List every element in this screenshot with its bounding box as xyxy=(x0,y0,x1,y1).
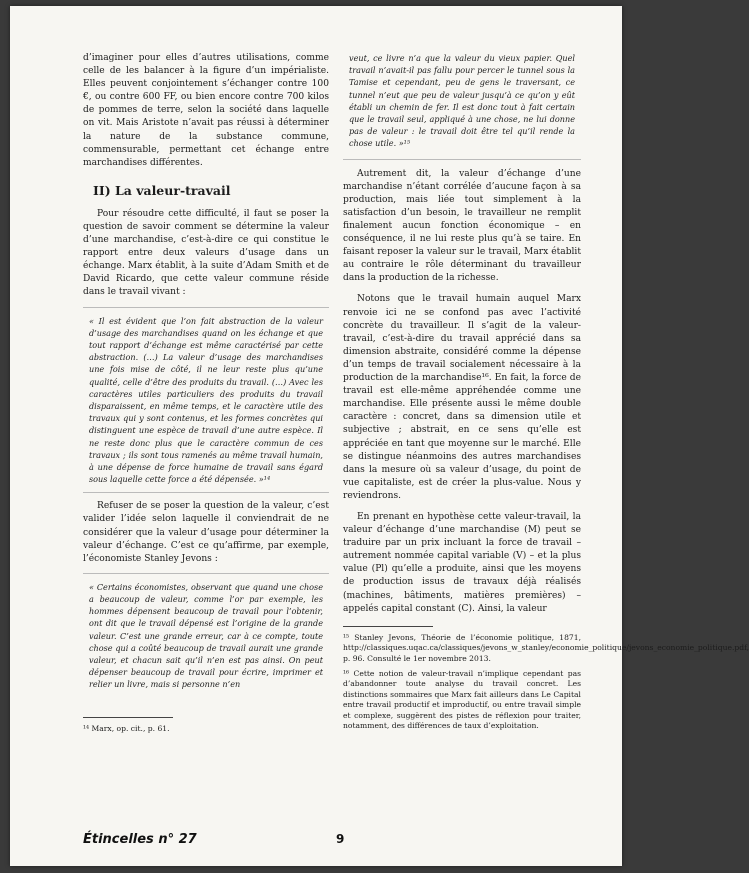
footnote-15: ¹⁵ Stanley Jevons, Théorie de l’économie politique, 1871, http://classiques.uqac.ca/classiques/jevons_w_stanley/economie_politique/jevons_economie_politique.pdf, p. 96. Consulté le 1er novembre 2013. xyxy=(343,632,749,663)
page xyxy=(10,6,749,866)
paragraph-autrement: Autrement dit, la valeur d’échange d’une marchandise n’étant corrélée d’aucune façon à sa production, mais liée tout simplement à la satisfaction d’un besoin, le travailleur ne remplit finalement aucun fonction économique – en conséquence, il ne lui reste plus qu’à se taire. En faisant reposer la valeur sur le travail, Marx établit au contraire le rôle déterminant du travailleur dans la production de la richesse. xyxy=(343,168,581,284)
marx-quote xyxy=(83,315,329,486)
quote-rule-top xyxy=(83,573,329,574)
jevons-quote-text: « Certains économistes, observant que quand une chose a beaucoup de valeur, comme l’or par exemple, les hommes dépensent beaucoup de travail pour l’obtenir, ont dit que le travail dépensé est l’origine de la grande valeur. C’est une grande erreur, car à ce compte, toute chose qui a coûté beaucoup de travail aurait une grande valeur, et chacun sait qu’il n’en est pas ainsi. On peut dépenser beaucoup de travail pour écrire, imprimer et relier un livre, mais si personne n’en xyxy=(89,581,323,690)
quote-rule-bottom xyxy=(343,159,581,160)
journal-title: Étincelles n° 27 xyxy=(83,832,197,847)
left-column xyxy=(83,52,329,734)
paragraph-refuser: Refuser de se poser la question de la valeur, c’est valider l’idée selon laquelle il conviendrait de ne considérer que la valeur d’usage pour déterminer la valeur d’échange. C’est ce qu’affirme, par exemple, l’économiste Stanley Jevons : xyxy=(83,501,329,564)
paragraph-intro: d’imaginer pour elles d’autres utilisations, comme celle de les balancer à la figure d’un impérialiste. Elles peuvent conjointement s’échanger contre 100 €, ou contre 600 FF, ou bien encore contre 700 kilos de pommes de terre, selon la société dans laquelle on vit. Mais Aristote n’avait pas réussi à déterminer la nature de la substance commune, commensurable, permettant cet échange entre marchandises différentes. xyxy=(83,53,329,168)
right-column xyxy=(343,52,749,732)
section-heading: II) La valeur-travail xyxy=(93,182,231,198)
paragraph-question: Pour résoudre cette difficulté, il faut se poser la question de savoir comment se détermine la valeur d’une marchandise, c’est-à-dire ce qui constitue le rapport entre deux valeurs d’usage dans un échange. Marx établit, à la suite d’Adam Smith et de David Ricardo, que cette valeur commune réside dans le travail vivant : xyxy=(83,208,329,298)
paragraph-notons: Notons que le travail humain auquel Marx renvoie ici ne se confond pas avec l’activité concrète du travailleur. Il s’agit de la valeur-travail, c’est-à-dire du travail apprécié dans sa dimension abstraite, considéré comme la dépense d’un temps de travail socialement nécessaire à la production de la marchandise¹⁶. En fait, la force de travail est elle-même appréhendée comme une marchandise. Elle présente aussi le même double caractère : concret, dans sa dimension utile et subjective ; abstrait, en ce sens qu’elle est appréciée en tant que moyenne sur le marché. Elle se distingue néanmoins des autres marchandises dans la mesure où sa valeur d’usage, du point de vue capitaliste, est de créer la plus-value. Nous y reviendrons. xyxy=(343,294,581,501)
jevons-quote xyxy=(83,581,329,691)
footnote-rule xyxy=(343,626,433,627)
footnote-rule xyxy=(83,717,173,718)
page-number: 9 xyxy=(336,832,345,846)
marx-quote-text: « Il est évident que l’on fait abstraction de la valeur d’usage des marchandises quand on les échange et que tout rapport d’échange est même caractérisé par cette abstraction. (…) La valeur d’usage des marchandises une fois mise de côté, il ne leur reste plus qu’une qualité, celle d’être des produits du travail. (…) Avec les caractères utiles particuliers des produits du travail disparaissent, en même temps, et le caractère utile des travaux qui y sont contenus, et les formes concrètes qui distinguent une espèce de travail d’une autre espèce. Il ne reste donc plus que le caractère commun de ces travaux ; ils sont tous ramenés au même travail humain, à une dépense de force humaine de travail sans égard sous laquelle cette force a été dépensée. »¹⁴ xyxy=(89,315,323,485)
jevons-quote-continued xyxy=(343,52,581,150)
footnote-14: ¹⁴ Marx, op. cit., p. 61. xyxy=(83,723,170,733)
quote-rule-bottom xyxy=(83,492,329,493)
paragraph-hypothese: En prenant en hypothèse cette valeur-travail, la valeur d’échange d’une marchandise (M) peut se traduire par un prix incluant la force de travail – autrement nommée capital variable (V) – et la plus value (Pl) qu’elle a produite, ainsi que les moyens de production issus de travaux déjà réalisés (machines, bâtiments, matières premières) – appelés capital constant (C). Ainsi, la valeur xyxy=(343,511,581,614)
quote-rule-top xyxy=(83,307,329,308)
jevons-quote-continued-text: veut, ce livre n’a que la valeur du vieux papier. Quel travail n’avait-il pas fallu pour percer le tunnel sous la Tamise et cependant, peu de gens le traversant, ce tunnel n’eut que peu de valeur jusqu’à ce qu’on y eût établi un chemin de fer. Il est donc tout à fait certain que le travail seul, appliqué à une chose, ne lui donne pas de valeur : le travail doit être tel qu’il rende la chose utile. »¹⁵ xyxy=(349,53,575,149)
footnote-16: ¹⁶ Cette notion de valeur-travail n’implique cependant pas d’abandonner toute analyse du travail concret. Les distinctions sommaires que Marx fait ailleurs dans Le Capital entre travail productif et improductif, ou entre travail simple et complexe, suggèrent des pistes de réflexion pour traiter, notamment, des différences de taux d’exploitation. xyxy=(343,668,581,731)
